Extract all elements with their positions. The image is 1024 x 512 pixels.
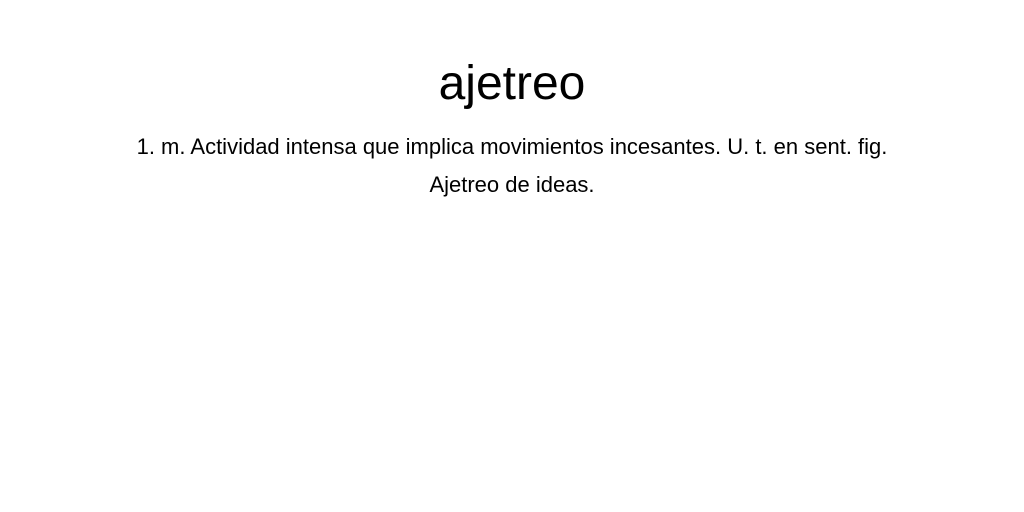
headword-title: ajetreo: [438, 57, 586, 110]
example-text: Ajetreo de ideas.: [429, 172, 595, 197]
definition-block: [40, 128, 984, 204]
definition-text: 1. m. Actividad intensa que implica movimientos incesantes. U. t. en sent. fig.: [136, 134, 888, 159]
